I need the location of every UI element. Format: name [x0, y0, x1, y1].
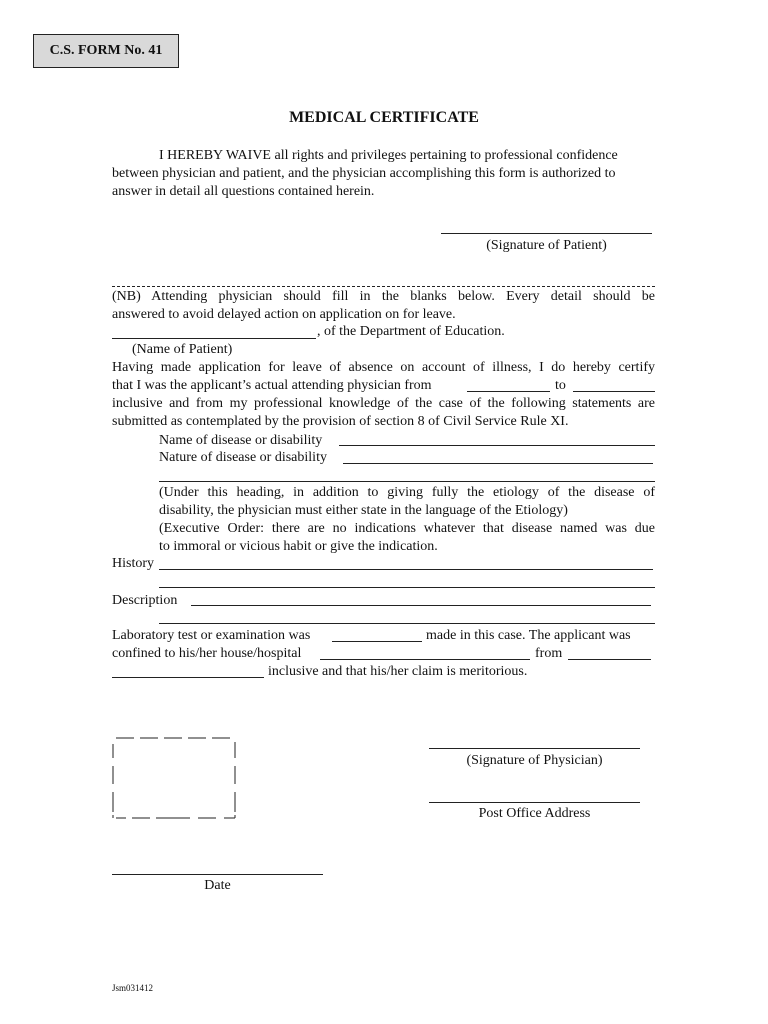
- page-title: MEDICAL CERTIFICATE: [289, 109, 479, 126]
- photo-placeholder-box: [112, 736, 236, 820]
- patient-name-field[interactable]: [112, 338, 316, 339]
- waiver-line-3: answer in detail all questions contained herein.: [112, 184, 375, 199]
- name-of-disease-field[interactable]: [339, 445, 655, 446]
- patient-signature-label: (Signature of Patient): [486, 238, 607, 253]
- cert-line-1: Having made application for leave of absence on account of illness, I do hereby certify: [112, 360, 655, 375]
- description-label: Description: [112, 593, 178, 608]
- dashed-separator: [112, 286, 655, 287]
- etiology-line-1: (Under this heading, in addition to giving fully the etiology of the disease of: [159, 485, 655, 500]
- waiver-line-1: I HEREBY WAIVE all rights and privileges pertaining to professional confidence: [159, 148, 618, 163]
- footer-code: Jsm031412: [112, 983, 154, 993]
- nb-line-1: (NB) Attending physician should fill in the blanks below. Every detail should be: [112, 289, 655, 304]
- form-number-badge: [33, 34, 179, 68]
- department-text: , of the Department of Education.: [317, 324, 505, 339]
- post-office-address-label: Post Office Address: [478, 806, 591, 821]
- patient-name-label: (Name of Patient): [132, 342, 233, 357]
- cert-line-2b: to: [555, 378, 566, 393]
- nb-line-2: answered to avoid delayed action on application on for leave.: [112, 307, 456, 322]
- confinement-place-field[interactable]: [320, 659, 530, 660]
- etiology-line-4: to immoral or vicious habit or give the indication.: [159, 539, 438, 554]
- nature-of-disease-field[interactable]: [343, 463, 653, 464]
- lab-line-3: inclusive and that his/her claim is meritorious.: [268, 664, 528, 679]
- etiology-line-2: disability, the physician must either state in the language of the Etiology): [159, 503, 568, 518]
- post-office-address-line[interactable]: [429, 802, 640, 803]
- lab-line-1b: made in this case. The applicant was: [426, 628, 631, 643]
- lab-line-2b: from: [535, 646, 563, 661]
- etiology-line-3: (Executive Order: there are no indications whatever that disease named was due: [159, 521, 655, 536]
- date-label: Date: [204, 878, 231, 893]
- name-of-disease-label: Name of disease or disability: [159, 433, 323, 448]
- waiver-line-2: between physician and patient, and the physician accomplishing this form is authorized to: [112, 166, 616, 181]
- form-number-text: C.S. FORM No. 41: [49, 43, 163, 58]
- confinement-from-date-field[interactable]: [568, 659, 651, 660]
- nature-of-disease-field-extra[interactable]: [159, 481, 655, 482]
- history-field-extra[interactable]: [159, 587, 655, 588]
- description-field[interactable]: [191, 605, 651, 606]
- physician-signature-line[interactable]: [429, 748, 640, 749]
- lab-test-field[interactable]: [332, 641, 422, 642]
- lab-line-2a: confined to his/her house/hospital: [112, 646, 302, 661]
- date-line[interactable]: [112, 874, 323, 875]
- cert-line-2a: that I was the applicant’s actual attending physician from: [112, 378, 432, 393]
- lab-line-1a: Laboratory test or examination was: [112, 628, 311, 643]
- history-label: History: [112, 556, 154, 571]
- patient-signature-line[interactable]: [441, 233, 652, 234]
- nature-of-disease-label: Nature of disease or disability: [159, 450, 327, 465]
- confinement-to-date-field[interactable]: [112, 677, 264, 678]
- history-field[interactable]: [159, 569, 653, 570]
- description-field-extra[interactable]: [159, 623, 655, 624]
- attended-from-date-field[interactable]: [467, 391, 550, 392]
- attended-to-date-field[interactable]: [573, 391, 655, 392]
- cert-line-3: inclusive and from my professional knowledge of the case of the following statements are: [112, 396, 655, 411]
- cert-line-4: submitted as contemplated by the provision of section 8 of Civil Service Rule XI.: [112, 414, 569, 429]
- physician-signature-label: (Signature of Physician): [466, 753, 603, 768]
